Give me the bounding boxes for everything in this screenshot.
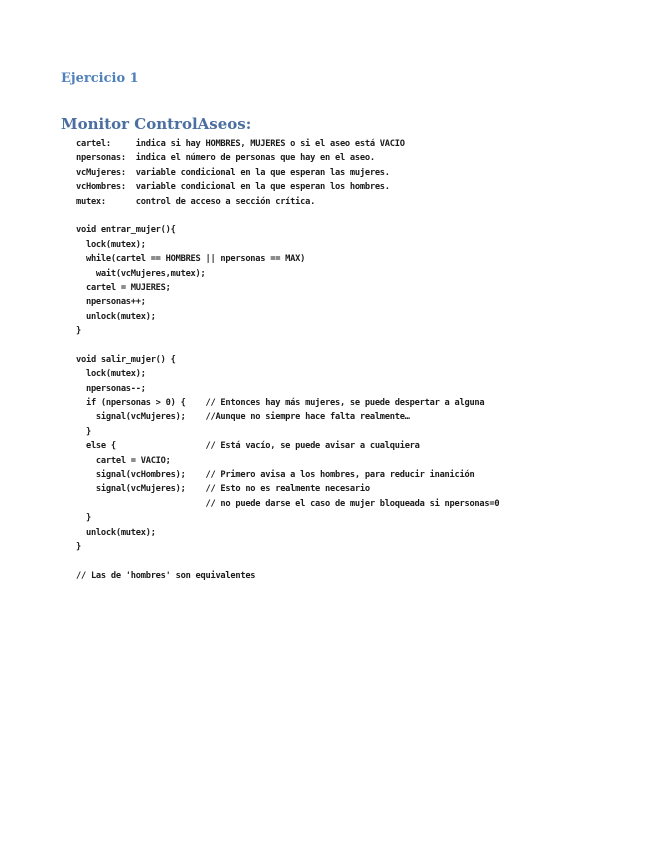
code-line (76, 209, 499, 223)
code-line: else { // Está vacío, se puede avisar a cualquiera (76, 441, 420, 452)
code-line (76, 338, 499, 352)
code-line: vcMujeres: variable condicional en la que esperan las mujeres. (76, 167, 390, 178)
code-line: void salir_mujer() { (76, 354, 176, 365)
code-line: cartel: indica si hay HOMBRES, MUJERES o si el aseo está VACIO (76, 139, 405, 149)
code-line: npersonas--; (76, 383, 146, 394)
code-line: npersonas: indica el número de personas que hay en el aseo. (76, 153, 375, 164)
code-line: // no puede darse el caso de mujer bloqueada si npersonas=0 (76, 498, 500, 509)
code-line: // Las de 'hombres' son equivalentes (76, 570, 256, 581)
code-line: lock(mutex); (76, 369, 146, 380)
exercise-heading: Ejercicio 1 (61, 71, 139, 86)
code-line: } (76, 326, 81, 337)
code-line: signal(vcHombres); // Primero avisa a los hombres, para reducir inanición (76, 469, 475, 480)
code-line: } (76, 541, 81, 552)
code-line: lock(mutex); (76, 239, 146, 250)
code-line (76, 554, 499, 568)
code-line: } (76, 513, 91, 524)
code-line: unlock(mutex); (76, 311, 156, 322)
code-line: wait(vcMujeres,mutex); (76, 268, 206, 279)
code-line: signal(vcMujeres); // Esto no es realmente necesario (76, 484, 370, 495)
code-block (76, 137, 499, 583)
code-line: while(cartel == HOMBRES || npersonas == MAX) (76, 254, 306, 265)
code-line: if (npersonas > 0) { // Entonces hay más mujeres, se puede despertar a alguna (76, 398, 485, 409)
code-line: signal(vcMujeres); //Aunque no siempre hace falta realmente… (76, 412, 410, 423)
code-line: cartel = MUJERES; (76, 282, 171, 293)
code-line: } (76, 426, 91, 437)
code-line: mutex: control de acceso a sección crítica. (76, 196, 316, 207)
code-line: npersonas++; (76, 297, 146, 308)
monitor-heading: Monitor ControlAseos: (61, 115, 252, 133)
code-line: void entrar_mujer(){ (76, 225, 176, 236)
code-line: vcHombres: variable condicional en la que esperan los hombres. (76, 182, 390, 193)
code-line: unlock(mutex); (76, 527, 156, 538)
code-line: cartel = VACIO; (76, 455, 171, 466)
